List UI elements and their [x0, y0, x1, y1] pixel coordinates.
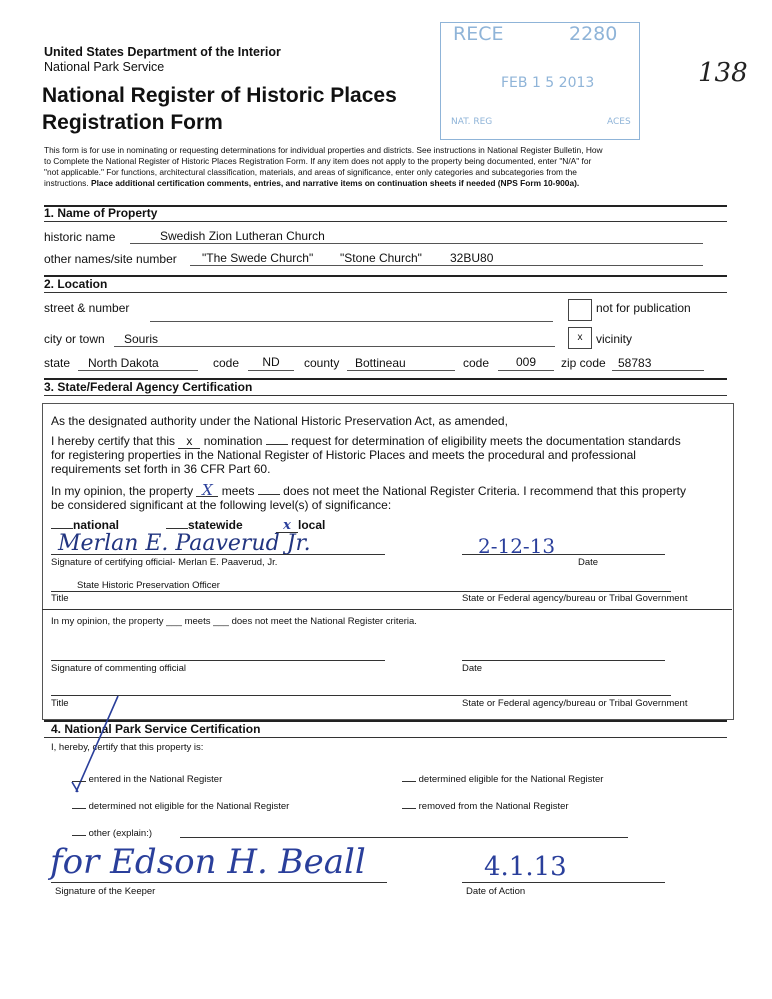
department-name: United States Department of the Interior — [44, 45, 281, 59]
other-name-value: "The Swede Church" — [202, 251, 314, 265]
certifying-date-handwritten: 2-12-13 — [478, 534, 556, 558]
opinion-line-1 — [51, 481, 686, 499]
statewide-mark[interactable] — [166, 528, 188, 529]
zip-label: zip code — [561, 356, 606, 370]
section4-heading: 4. National Park Service Certification — [51, 722, 261, 736]
city-label: city or town — [44, 332, 105, 346]
nps-certify-statement: I, hereby, certify that this property is: — [51, 742, 204, 753]
intro-line: This form is for use in nominating or requesting determinations for individual properties and districts. See instructions in National Register Bulletin, How — [44, 145, 603, 155]
section1-heading: 1. Name of Property — [44, 206, 158, 220]
certify-line-3: requirements set forth in 36 CFR Part 60. — [51, 462, 271, 476]
certify-text: nomination — [203, 434, 263, 448]
level-statewide[interactable] — [166, 518, 243, 532]
service-name: National Park Service — [44, 60, 165, 74]
option-determined-eligible[interactable] — [402, 774, 603, 785]
other-names-field[interactable] — [190, 250, 703, 266]
comment-opinion: In my opinion, the property ___ meets ___ does not meet the National Register criteria. — [51, 616, 417, 627]
comment-signature-line — [51, 660, 385, 661]
option-label: determined not eligible for the National Register — [88, 801, 290, 812]
stamp-received-text: RECE — [453, 23, 504, 45]
stamp-date: FEB 1 5 2013 — [501, 75, 595, 91]
not-eligible-mark[interactable] — [72, 808, 86, 809]
opinion-line-2: be considered significant at the following level(s) of significance: — [51, 498, 392, 512]
city-value: Souris — [124, 332, 159, 346]
option-other[interactable] — [72, 828, 152, 839]
signature-line — [51, 554, 385, 555]
agency-label: State or Federal agency/bureau or Tribal Government — [462, 593, 688, 604]
section-divider — [44, 292, 727, 293]
county-field[interactable] — [347, 355, 455, 371]
local-mark[interactable]: x — [276, 520, 298, 533]
other-name-value: "Stone Church" — [340, 251, 422, 265]
historic-name-label: historic name — [44, 230, 116, 244]
level-label: statewide — [188, 518, 243, 532]
certify-text: I hereby certify that this — [51, 434, 176, 448]
comment-signature-label: Signature of commenting official — [51, 663, 187, 674]
option-label: entered in the National Register — [88, 774, 223, 785]
request-mark[interactable] — [266, 444, 288, 445]
comment-title-line — [51, 695, 671, 696]
title-line — [51, 591, 671, 592]
form-subtitle: Registration Form — [42, 111, 223, 134]
form-title: National Register of Historic Places — [42, 84, 397, 107]
comment-agency-label: State or Federal agency/bureau or Tribal Government — [462, 698, 688, 709]
level-label: local — [298, 518, 326, 532]
level-label: national — [73, 518, 120, 532]
comment-date-line — [462, 660, 665, 661]
vicinity-label: vicinity — [596, 332, 633, 346]
opinion-text: does not meet the National Register Criteria. I recommend that this property — [283, 484, 686, 498]
level-national[interactable] — [51, 518, 119, 532]
intro-line: "not applicable." For functions, architectural classification, materials, and areas of significance, enter only categories and subcategories from the — [44, 167, 577, 177]
section3-heading: 3. State/Federal Agency Certification — [44, 380, 253, 394]
certify-line-2: for registering properties in the National Register of Historic Places and meets the procedural and professional — [51, 448, 636, 462]
action-date-handwritten: 4.1.13 — [484, 852, 567, 882]
county-value: Bottineau — [355, 356, 406, 370]
section2-heading: 2. Location — [44, 277, 108, 291]
section-divider — [44, 275, 727, 277]
site-number-value: 32BU80 — [450, 251, 494, 265]
not-for-publication-checkbox[interactable] — [568, 299, 592, 321]
county-label: county — [304, 356, 340, 370]
keeper-signature-line — [51, 882, 387, 883]
section-divider — [42, 609, 732, 610]
comment-date-label: Date — [462, 663, 483, 674]
other-mark[interactable] — [72, 835, 86, 836]
section-divider — [44, 221, 727, 222]
county-code-label: code — [463, 356, 490, 370]
removed-mark[interactable] — [402, 808, 416, 809]
city-field[interactable] — [114, 331, 555, 347]
zip-value: 58783 — [618, 356, 652, 370]
state-label: state — [44, 356, 71, 370]
title-label: Title — [51, 593, 69, 604]
state-code-label: code — [213, 356, 240, 370]
intro-line-bold: Place additional certification comments, entries, and narrative items on continuation sheets if needed (NPS Form 10-900a). — [91, 178, 580, 188]
section-divider — [44, 737, 727, 738]
vicinity-checkbox[interactable]: x — [568, 327, 592, 349]
section-divider — [44, 395, 727, 396]
option-entered[interactable] — [72, 774, 222, 785]
nomination-mark[interactable]: x — [178, 434, 200, 449]
option-label: removed from the National Register — [418, 801, 569, 812]
keeper-signature-label: Signature of the Keeper — [55, 886, 156, 897]
intro-line: instructions. — [44, 178, 89, 188]
state-field[interactable] — [78, 355, 198, 371]
authority-statement: As the designated authority under the National Historic Preservation Act, as amended, — [51, 414, 508, 428]
state-code-field[interactable]: ND — [248, 355, 294, 371]
national-mark[interactable] — [51, 528, 73, 529]
date-line — [462, 554, 665, 555]
opinion-text: meets — [221, 484, 255, 498]
entered-mark[interactable] — [72, 781, 86, 782]
state-value: North Dakota — [88, 356, 159, 370]
zip-field[interactable] — [612, 355, 704, 371]
stamp-org-right: ACES — [607, 117, 631, 127]
intro-line: to Complete the National Register of Historic Places Registration Form. If any item does not apply to the property being documented, enter "N/A" for — [44, 156, 592, 166]
certify-line-1 — [51, 434, 681, 449]
option-label: determined eligible for the National Register — [418, 774, 604, 785]
stamp-org-left: NAT. REG — [451, 117, 493, 127]
received-stamp — [440, 22, 640, 140]
opinion-text: In my opinion, the property — [51, 484, 194, 498]
certifying-signature: Merlan E. Paaverud Jr. — [58, 531, 311, 556]
action-date-line — [462, 882, 665, 883]
street-field[interactable] — [150, 306, 553, 322]
title-value: State Historic Preservation Officer — [77, 580, 220, 591]
not-meet-mark[interactable] — [258, 494, 280, 495]
not-for-publication-label: not for publication — [596, 301, 691, 315]
meets-mark[interactable]: X — [196, 484, 218, 497]
signature-label: Signature of certifying official- Merlan E. Paaverud, Jr. — [51, 557, 278, 568]
page-number-handwritten: 138 — [698, 58, 748, 88]
date-label: Date — [578, 557, 599, 568]
determined-eligible-mark[interactable] — [402, 781, 416, 782]
intro-paragraph — [44, 145, 727, 189]
certify-text: request for determination of eligibility meets the documentation standards — [291, 434, 681, 448]
other-explain-line[interactable] — [180, 837, 628, 838]
option-removed[interactable] — [402, 801, 569, 812]
comment-title-label: Title — [51, 698, 69, 709]
keeper-signature: for Edson H. Beall — [50, 842, 366, 882]
street-label: street & number — [44, 301, 130, 315]
other-names-label: other names/site number — [44, 252, 177, 266]
option-not-eligible[interactable] — [72, 801, 289, 812]
action-date-label: Date of Action — [466, 886, 526, 897]
historic-name-field[interactable] — [130, 228, 703, 244]
option-label: other (explain:) — [88, 828, 153, 839]
historic-name-value: Swedish Zion Lutheran Church — [160, 229, 325, 243]
stamp-number: 2280 — [569, 23, 618, 45]
county-code-field[interactable]: 009 — [498, 355, 554, 371]
